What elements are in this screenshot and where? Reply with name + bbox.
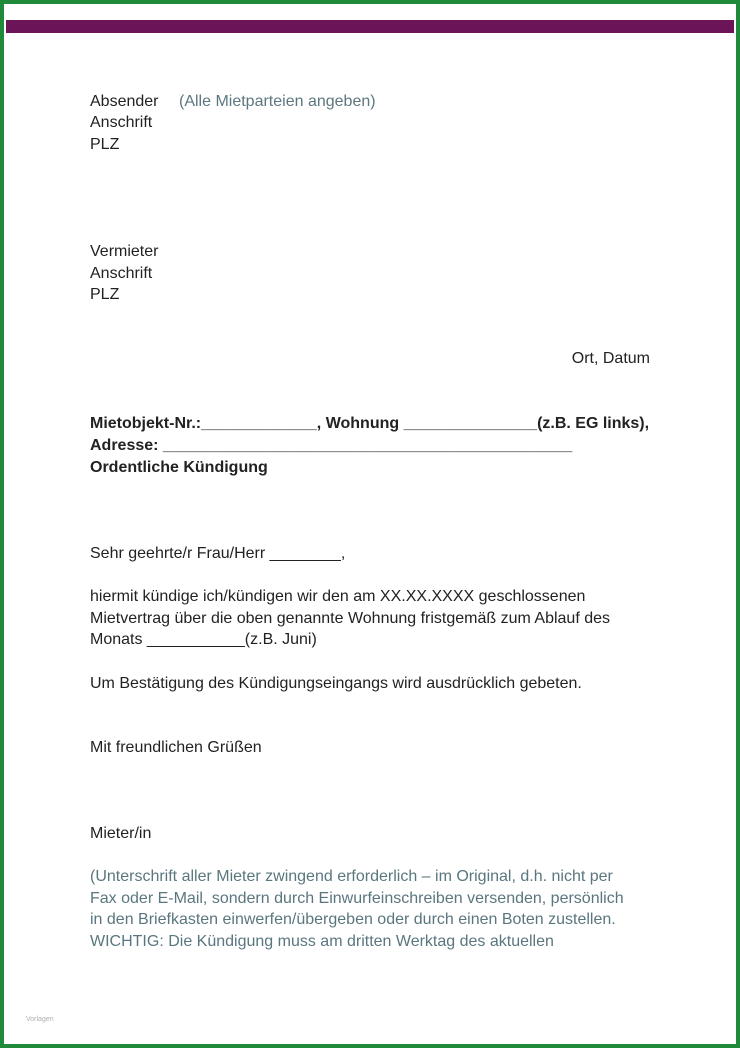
signer: Mieter/in <box>90 825 152 842</box>
closing: Mit freundlichen Grüßen <box>90 739 262 756</box>
header-bar <box>6 20 734 33</box>
place-date: Ort, Datum <box>571 350 650 367</box>
footer-watermark: Vorlagen <box>26 1016 54 1023</box>
body-line-2: Mietvertrag über die oben genannte Wohnung fristgemäß zum Ablauf des <box>90 610 611 627</box>
note-line-3: in den Briefkasten einwerfen/übergeben oder durch einen Boten zustellen. <box>90 911 616 928</box>
note-line-4: WICHTIG: Die Kündigung muss am dritten Werktag des aktuellen <box>90 933 554 950</box>
landlord-label: Vermieter <box>90 243 159 260</box>
note-line-2: Fax oder E-Mail, sondern durch Einwurfeinschreiben versenden, persönlich <box>90 890 624 907</box>
note-line-1: (Unterschrift aller Mieter zwingend erforderlich – im Original, d.h. nicht per <box>90 868 613 885</box>
subject-line-3: Ordentliche Kündigung <box>90 459 268 476</box>
confirmation-line: Um Bestätigung des Kündigungseingangs wird ausdrücklich gebeten. <box>90 675 582 692</box>
sender-plz: PLZ <box>90 136 120 153</box>
sender-hint: (Alle Mietparteien angeben) <box>179 93 376 110</box>
landlord-plz: PLZ <box>90 286 120 303</box>
salutation: Sehr geehrte/r Frau/Herr ________, <box>90 545 346 562</box>
letter-page <box>4 4 736 1044</box>
subject-line-1: Mietobjekt-Nr.:_____________, Wohnung _______________(z.B. EG links), <box>90 415 650 432</box>
subject-line-2: Adresse: ______________________________________________ <box>90 437 573 454</box>
body-line-3: Monats ___________(z.B. Juni) <box>90 631 317 648</box>
landlord-address: Anschrift <box>90 265 153 282</box>
sender-label: Absender <box>90 93 159 110</box>
sender-address: Anschrift <box>90 114 153 131</box>
body-line-1: hiermit kündige ich/kündigen wir den am XX.XX.XXXX geschlossenen <box>90 588 586 605</box>
